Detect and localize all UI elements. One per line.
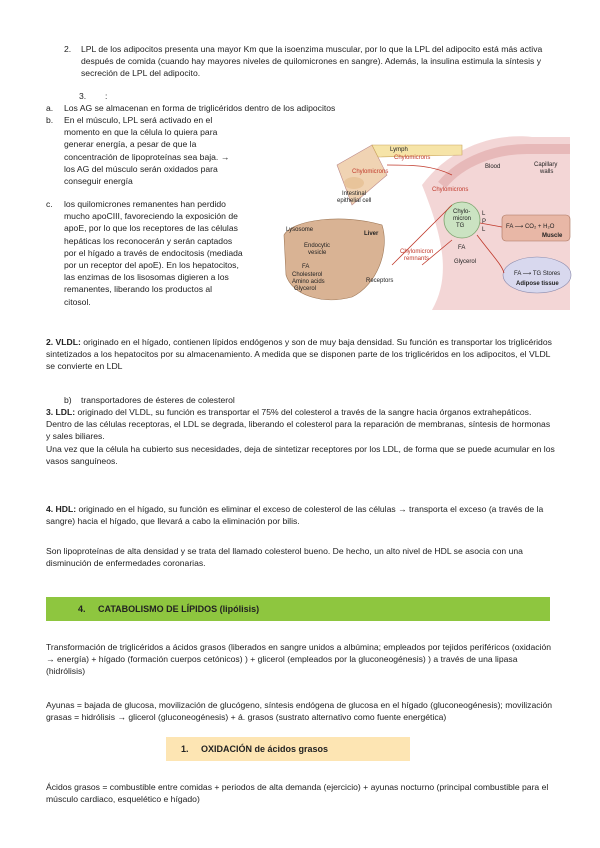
ldl-block — [46, 406, 556, 467]
label-receptors: Receptors — [366, 278, 394, 284]
paragraph-item-2: LPL de los adipocitos presenta una mayor Km que la isoenzima muscular, por lo que la LPL del adipocito está más activa después de comida (cuando hay mayores niveles de quilomicrones en sangre). Además, la insulina estimula la síntesis y secreción de LPL del adipocito. — [81, 44, 543, 79]
hdl-text: originado en el hígado, su función es eliminar el exceso de colesterol de las células → transporta el exceso (a través de la sangre) hacia el hígado, que llevará a cabo la eliminación por bilis. — [46, 504, 544, 527]
section-title: 4. CATABOLISMO DE LÍPIDOS (lipólisis) — [78, 604, 260, 614]
label-epithelial: epithelial cell — [337, 198, 372, 204]
label-fa: FA — [302, 264, 310, 270]
paragraph-ldl-2: Dentro de las células receptoras, el LDL se degrada, liberando el colesterol para la reparación de membranas, síntesis de hormonas y sales biliares. — [46, 419, 551, 442]
label-remnants-2: remnants — [404, 256, 430, 262]
label-lysosome: Lysosome — [286, 227, 314, 233]
paragraph-ldl-3: Una vez que la célula ha cubierto sus necesidades, deja de sintetizar receptores por los LDL, de forma que se puede acumular en los vasos sanguíneos. — [46, 443, 555, 466]
label-vesicle: vesicle — [308, 250, 327, 256]
label-liver: Liver — [364, 231, 379, 237]
label-chylo-1: Chylo- — [453, 209, 471, 215]
list-letter: c. — [46, 199, 53, 209]
label-glycerol: Glycerol — [294, 286, 317, 292]
item-3-text: : — [105, 91, 108, 101]
label-fa-tg: FA ⟶ TG Stores — [514, 271, 561, 277]
label-glycerol-2: Glycerol — [454, 259, 477, 265]
ldl-title: 3. LDL: — [46, 407, 76, 417]
subsection-title: 1. OXIDACIÓN de ácidos grasos — [181, 744, 329, 754]
list-item-sub-b: transportadores de ésteres de colesterol — [81, 395, 235, 405]
section-banner — [46, 597, 550, 621]
paragraph-ldl — [46, 406, 556, 418]
label-capillary: Capillary — [534, 162, 558, 168]
label-chylomicrons-3: Chylomicrons — [432, 187, 469, 193]
label-intestinal: Intestinal — [342, 191, 367, 197]
list-letter: a. — [46, 103, 54, 113]
label-remnants-1: Chylomicron — [400, 249, 434, 255]
label-cholesterol: Cholesterol — [292, 272, 323, 278]
label-l: L — [482, 211, 486, 217]
hdl-title: 4. HDL: — [46, 504, 77, 514]
paragraph-ayunas: Ayunas = bajada de glucosa, movilización de glucógeno, síntesis endógena de glucosa en el hígado (gluconeogénesis); movilización grasas = hidrólisis → glicerol (gluconeogénesis) + á. grasos (sustrato alternativo como fuente energética) — [46, 700, 553, 723]
ldl-text: originado del VLDL, su función es transportar el 75% del colesterol a través de la sangre hacia órganos extrahepáticos. — [75, 407, 532, 417]
subsection-banner — [166, 737, 410, 761]
vldl-title: 2. VLDL: — [46, 337, 81, 347]
paragraph-acidos: Ácidos grasos = combustible entre comidas + periodos de alta demanda (ejercicio) + ayunas nocturno (principal combustible para el músculo cardiaco, esquelético e hígado) — [46, 782, 549, 805]
label-chylomicrons: Chylomicrons — [394, 155, 431, 161]
label-chylomicrons-2: Chylomicrons — [352, 169, 389, 175]
list-letter: b. — [46, 115, 54, 125]
list-letter: b) — [64, 395, 72, 405]
label-blood: Blood — [485, 164, 501, 170]
list-item-b: En el músculo, LPL será activado en el momento en que la célula lo quiera para generar energía, a pesar de que la concentración de lipoproteínas sea baja. → los AG del músculo serán oxidados para conseguir energía — [64, 115, 230, 187]
paragraph-transform: Transformación de triglicéridos a ácidos grasos (liberados en sangre unidos a albúmina; empleados por tejidos periféricos (oxidación → energía) + hígado (formación cuerpos cetónicos) ) + glicerol (empleados por la gluconeogénesis) ) a través de una lipasa (hidrólisis) — [46, 642, 552, 677]
lipoprotein-diagram — [282, 125, 572, 310]
paragraph-hdl — [46, 503, 556, 527]
label-l-2: L — [482, 227, 486, 233]
list-number: 3. — [79, 91, 87, 101]
label-muscle: Muscle — [542, 233, 563, 239]
paragraph-hdl-2: Son lipoproteínas de alta densidad y se trata del llamado colesterol bueno. De hecho, un alto nivel de HDL se asocia con una disminución de enfermedades coronarias. — [46, 546, 523, 569]
label-fa-co2: FA ⟶ CO₂ + H₂O — [506, 224, 555, 230]
list-number: 2. — [64, 44, 72, 54]
list-item-a: Los AG se almacenan en forma de triglicéridos dentro de los adipocitos — [64, 103, 336, 113]
label-fa-2: FA — [458, 245, 466, 251]
label-chylo-3: TG — [456, 223, 465, 229]
label-p: P — [482, 219, 487, 225]
label-endocytic: Endocytic — [304, 243, 331, 249]
vldl-text: originado en el hígado, contienen lípidos endógenos y son de muy baja densidad. Su función es transportar los triglicéridos sintetizados a los hepatocitos por su almacenamiento. A medida que se disponen parte de los triglicéridos en los adipocitos, el VLDL se convierte en LDL — [46, 337, 552, 372]
label-chylo-2: micron — [453, 216, 472, 222]
list-item-c: los quilomicrones remanentes han perdido mucho apoCIII, favoreciendo la exposición de apoE, por lo que los receptores de las células hepáticas los reconocerán y serán captados por el hígado a través de endocitosis (mediada por un receptor del apoE). En los hepatocitos, las enzimas de los lisosomas digieren a los remanentes, liberando los productos al citosol. — [64, 199, 243, 307]
label-adipose: Adipose tissue — [516, 281, 559, 287]
label-walls: walls — [540, 169, 554, 175]
label-amino: Amino acids — [292, 279, 325, 285]
label-lymph: Lymph — [390, 147, 408, 153]
nucleus — [344, 177, 364, 189]
paragraph-vldl — [46, 336, 556, 373]
